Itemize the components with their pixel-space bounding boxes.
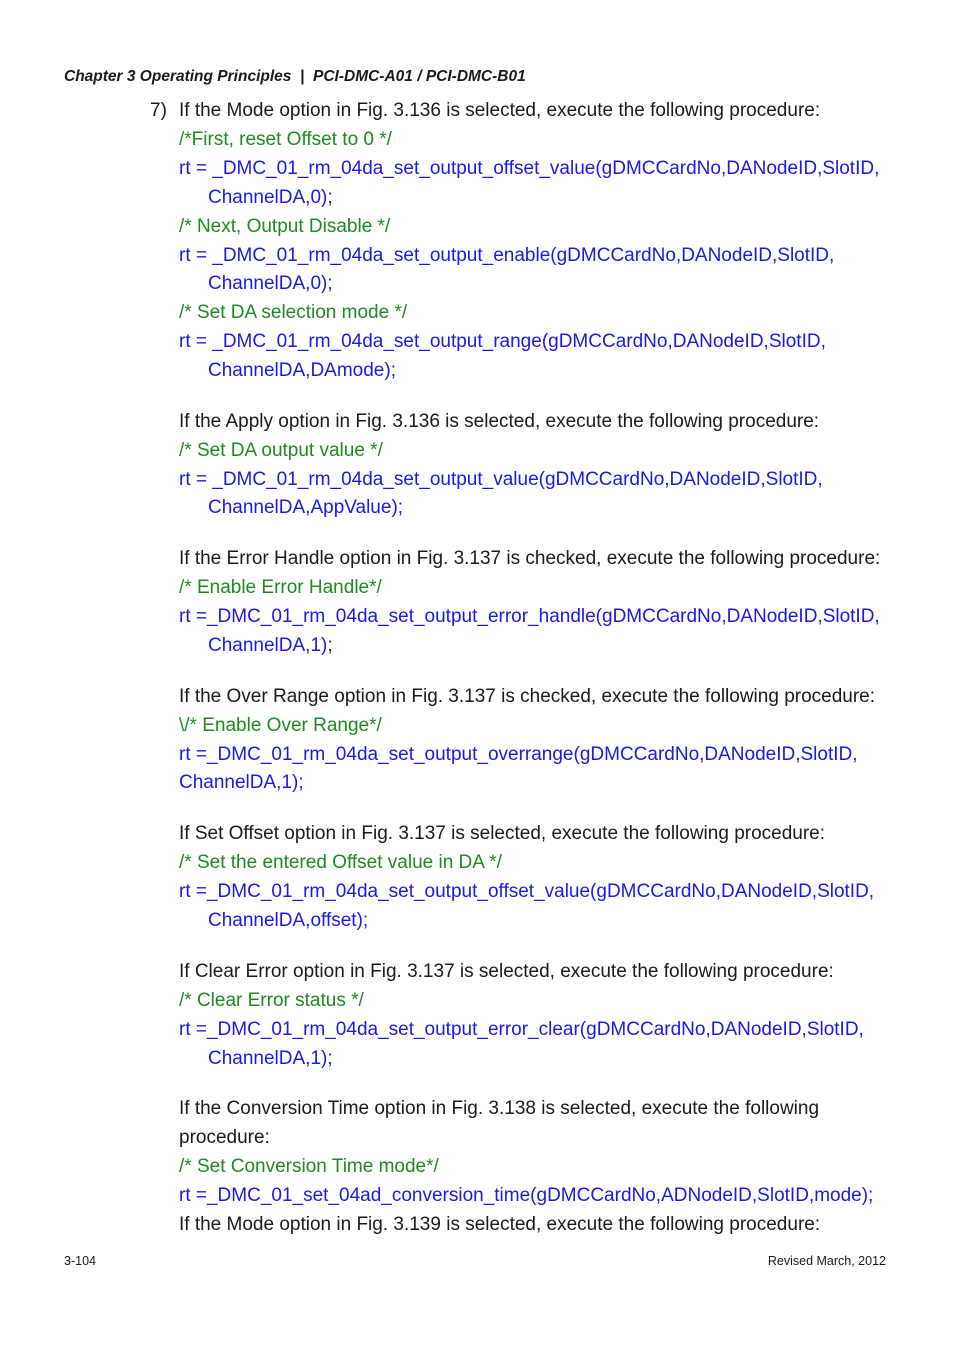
code-line: rt =_DMC_01_set_04ad_conversion_time(gDMCCardNo,ADNodeID,SlotID,mode); — [179, 1185, 874, 1206]
code-line: rt = _DMC_01_rm_04da_set_output_offset_value(gDMCCardNo,DANodeID,SlotID, — [179, 158, 880, 179]
apply-instruction: If the Apply option in Fig. 3.136 is selected, execute the following procedure: — [179, 411, 820, 432]
page-header — [64, 68, 526, 86]
chapter-title: Chapter 3 Operating Principles — [64, 68, 292, 85]
clear-error-instruction: If Clear Error option in Fig. 3.137 is selected, execute the following procedure: — [179, 961, 834, 982]
code-line-continued: ChannelDA,1); — [208, 635, 333, 656]
code-comment: /* Enable Error Handle*/ — [179, 577, 382, 598]
code-line-continued: ChannelDA,1); — [208, 1048, 333, 1069]
code-line-continued: ChannelDA,1); — [179, 772, 304, 793]
code-comment: /* Set the entered Offset value in DA */ — [179, 852, 502, 873]
set-offset-instruction: If Set Offset option in Fig. 3.137 is selected, execute the following procedure: — [179, 823, 826, 844]
mode-139-instruction: If the Mode option in Fig. 3.139 is selected, execute the following procedure: — [179, 1214, 821, 1235]
conversion-time-instruction: If the Conversion Time option in Fig. 3.138 is selected, execute the following — [179, 1098, 820, 1119]
code-line: rt = _DMC_01_rm_04da_set_output_enable(gDMCCardNo,DANodeID,SlotID, — [179, 245, 835, 266]
conversion-time-instruction-continued: procedure: — [179, 1127, 270, 1148]
error-handle-instruction: If the Error Handle option in Fig. 3.137 is checked, execute the following procedure: — [179, 548, 881, 569]
code-comment: /*First, reset Offset to 0 */ — [179, 129, 392, 150]
page-number: 3-104 — [64, 1254, 96, 1268]
code-comment: /* Set DA selection mode */ — [179, 302, 408, 323]
code-line-continued: ChannelDA,0); — [208, 187, 333, 208]
mode-136-instruction: If the Mode option in Fig. 3.136 is selected, execute the following procedure: — [179, 100, 821, 121]
code-line: rt =_DMC_01_rm_04da_set_output_overrange(gDMCCardNo,DANodeID,SlotID, — [179, 744, 858, 765]
code-comment: /* Set DA output value */ — [179, 440, 383, 461]
code-line-continued: ChannelDA,DAmode); — [208, 360, 396, 381]
code-comment: /* Set Conversion Time mode*/ — [179, 1156, 439, 1177]
code-line: rt =_DMC_01_rm_04da_set_output_error_handle(gDMCCardNo,DANodeID,SlotID, — [179, 606, 880, 627]
revision-date: Revised March, 2012 — [767, 1254, 886, 1268]
code-line-continued: ChannelDA,0); — [208, 273, 333, 294]
code-line-continued: ChannelDA,offset); — [208, 910, 369, 931]
over-range-instruction: If the Over Range option in Fig. 3.137 is checked, execute the following procedure: — [179, 686, 876, 707]
code-line: rt =_DMC_01_rm_04da_set_output_error_clear(gDMCCardNo,DANodeID,SlotID, — [179, 1019, 864, 1040]
code-line-continued: ChannelDA,AppValue); — [208, 497, 404, 518]
code-comment: /* Clear Error status */ — [179, 990, 364, 1011]
code-comment: \/* Enable Over Range*/ — [179, 715, 382, 736]
code-line: rt =_DMC_01_rm_04da_set_output_offset_value(gDMCCardNo,DANodeID,SlotID, — [179, 881, 875, 902]
code-comment: /* Next, Output Disable */ — [179, 216, 391, 237]
step-number: 7) — [150, 100, 167, 121]
code-line: rt = _DMC_01_rm_04da_set_output_value(gDMCCardNo,DANodeID,SlotID, — [179, 469, 823, 490]
code-line: rt = _DMC_01_rm_04da_set_output_range(gDMCCardNo,DANodeID,SlotID, — [179, 331, 826, 352]
product-name: PCI-DMC-A01 / PCI-DMC-B01 — [313, 68, 526, 85]
header-separator: | — [300, 68, 305, 85]
